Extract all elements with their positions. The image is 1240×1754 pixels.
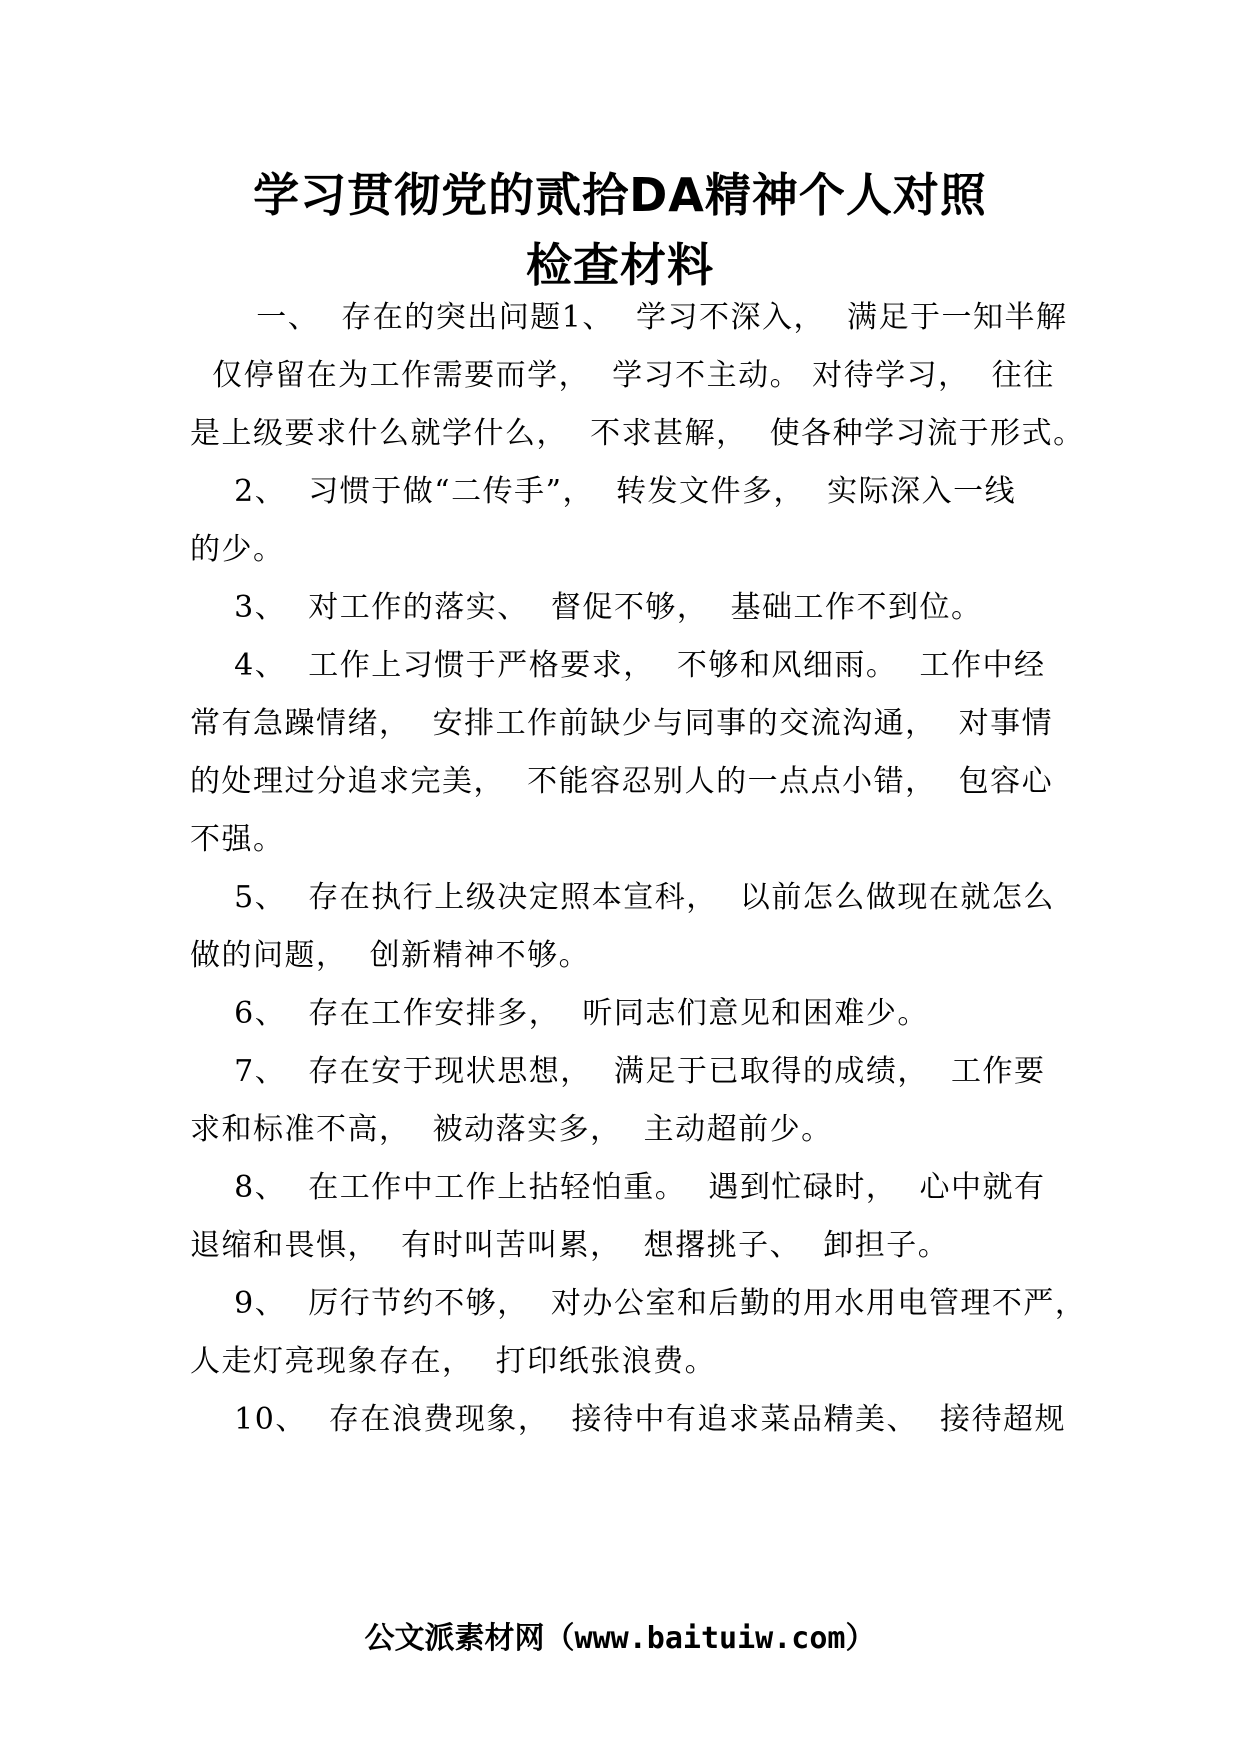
body-line: 4、 工作上习惯于严格要求， 不够和风细雨。 工作中经	[190, 648, 1046, 683]
body-line: 的处理过分追求完美， 不能容忍别人的一点点小错， 包容心	[190, 764, 1054, 799]
body-line: 的少。	[190, 532, 285, 567]
body-line: 3、 对工作的落实、 督促不够， 基础工作不到位。	[190, 590, 983, 625]
body-line: 8、 在工作中工作上拈轻怕重。 遇到忙碌时， 心中就有	[190, 1170, 1046, 1205]
body-line: 6、 存在工作安排多， 听同志们意见和困难少。	[190, 996, 929, 1031]
body-line: 做的问题， 创新精神不够。	[190, 938, 591, 973]
body-line: 7、 存在安于现状思想， 满足于已取得的成绩， 工作要	[190, 1054, 1046, 1089]
body-line: 9、 厉行节约不够， 对办公室和后勤的用水用电管理不严，	[190, 1286, 1087, 1321]
body-line: 10、 存在浪费现象， 接待中有追求菜品精美、 接待超规	[190, 1402, 1067, 1437]
body-line: 退缩和畏惧， 有时叫苦叫累， 想撂挑子、 卸担子。	[190, 1228, 950, 1263]
body-line: 常有急躁情绪， 安排工作前缺少与同事的交流沟通， 对事情	[190, 706, 1054, 741]
body-line: 2、 习惯于做“二传手”， 转发文件多， 实际深入一线	[190, 474, 1017, 509]
body-line: 5、 存在执行上级决定照本宣科， 以前怎么做现在就怎么	[190, 880, 1055, 915]
body-line: 一、 存在的突出问题1、 学习不深入， 满足于一知半解	[190, 300, 1068, 335]
document-title-line-2: 检查材料	[526, 238, 714, 292]
document-title-line-1: 学习贯彻党的贰拾DA精神个人对照	[253, 168, 987, 222]
body-line: 不强。	[190, 822, 285, 857]
document-footer-source: 公文派素材网（www.baituiw.com）	[364, 1621, 876, 1656]
body-line: 仅停留在为工作需要而学， 学习不主动。 对待学习， 往往	[190, 358, 1055, 393]
body-line: 是上级要求什么就学什么， 不求甚解， 使各种学习流于形式。	[190, 416, 1085, 451]
body-line: 求和标准不高， 被动落实多， 主动超前少。	[190, 1112, 833, 1147]
body-line: 人走灯亮现象存在， 打印纸张浪费。	[190, 1344, 717, 1379]
